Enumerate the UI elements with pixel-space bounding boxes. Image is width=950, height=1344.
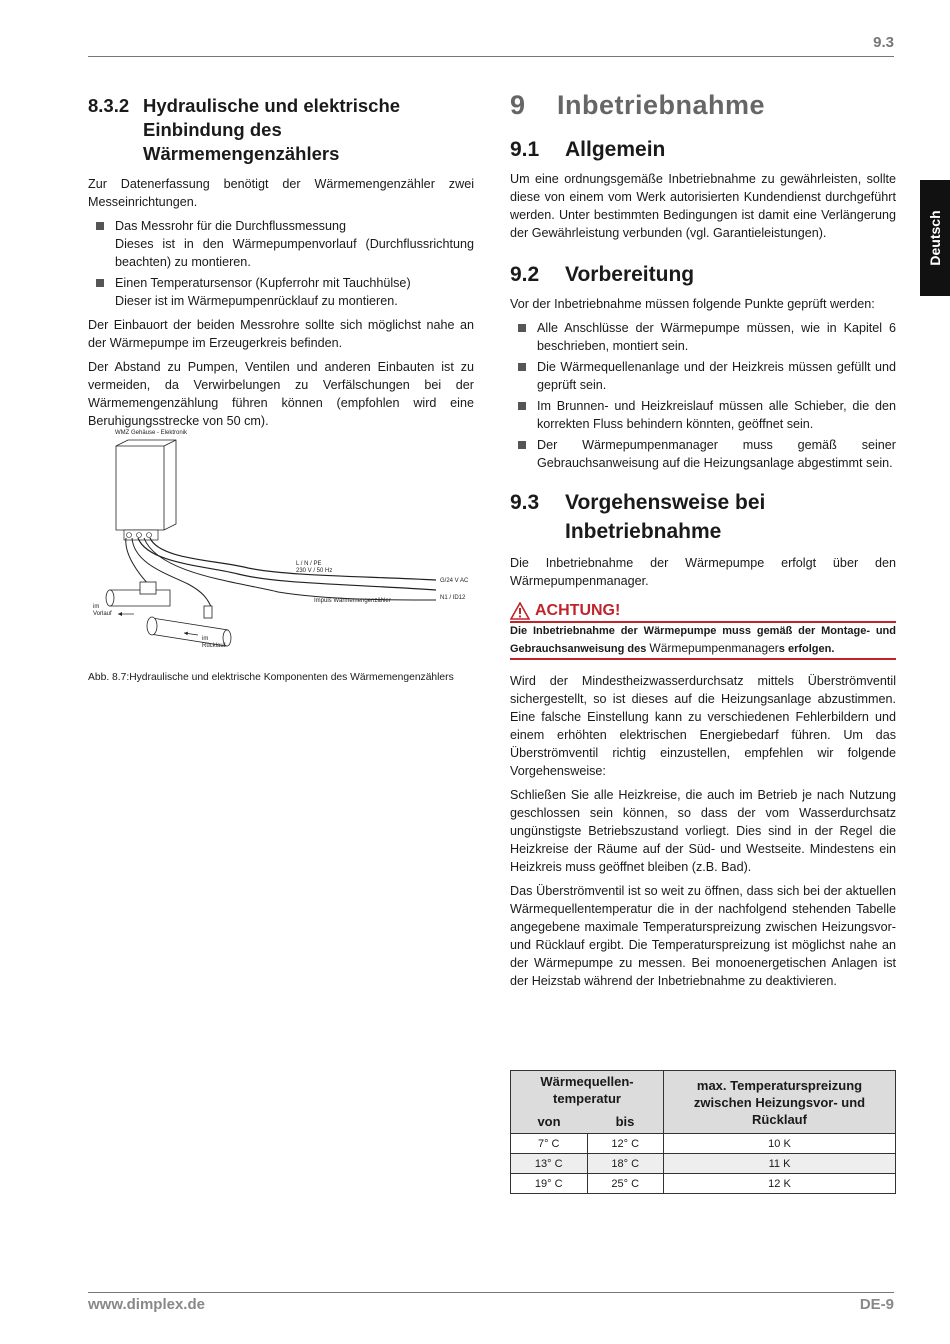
label-vorlauf-1: im (93, 604, 100, 610)
warning-title (510, 602, 896, 620)
language-tab (920, 180, 950, 296)
chapter-number: 9 (510, 90, 526, 120)
list-item (88, 217, 474, 271)
label-mains-1: L / N / PE (296, 561, 322, 567)
label-g24: G/24 V AC (440, 578, 469, 584)
list-item (510, 436, 896, 472)
warning-text-b: Wärmepumpenmanager (649, 641, 779, 655)
table-row (511, 1134, 896, 1154)
label-vorlauf-2: Vorlauf (93, 611, 112, 617)
list-item-text: Im Brunnen- und Heizkreislauf müssen alle Schieber, die den korrekten Fluss behindern könnten, geöffnet sein. (537, 399, 896, 431)
warning-text-a: Die Inbetriebnahme der Wärmepumpe muss gemäß der Montage- und Gebrauchsanweisung des (510, 625, 896, 655)
section-title: Allgemein (565, 138, 666, 161)
section-heading-8-3-2 (88, 94, 474, 166)
label-ruecklauf-1: im (202, 636, 209, 642)
list-item (510, 319, 896, 355)
section-number: 9.1 (510, 138, 540, 161)
list-item (510, 397, 896, 433)
chapter-title: Inbetriebnahme (557, 90, 766, 120)
chapter-heading (510, 90, 896, 121)
table-header-from: von (511, 1109, 588, 1134)
label-mains-2: 230 V / 50 Hz (296, 568, 333, 574)
bullet-square-icon (518, 324, 526, 332)
temperature-spread-table-wrap (510, 1070, 896, 1194)
header-section-number: 9.3 (873, 34, 894, 51)
right-column (510, 90, 896, 996)
warning-triangle-icon (510, 602, 530, 620)
section-heading-9-1 (510, 135, 896, 164)
bullet-detail: Dieses ist in den Wärmepumpenvorlauf (Durchflussrichtung beachten) zu montieren. (115, 237, 474, 269)
paragraph-overflow-valve: Wird der Mindestheizwasserdurchsatz mittels Überströmventil sichergestellt, so ist dieses auf die Heizungsanlage abzustimmen. Eine falsche Einstellung kann zu verschiedenen Fehlerbildern und einem erhöhten elektrischen Energiebedarf führen. Um das Überströmventil richtig einzustellen, empfehlen wir folgende Vorgehensweise: (510, 674, 896, 778)
table-row (511, 1154, 896, 1174)
header-rule (88, 56, 894, 57)
section-number: 9.3 (510, 491, 540, 514)
section-title-line-1: Vorgehensweise bei (565, 491, 766, 514)
paragraph-general: Um eine ordnungsgemäße Inbetriebnahme zu gewährleisten, sollte diese von einem vom Werk autorisierten Kundendienst durchgeführt werden. Unter bestimmten Bedingungen ist damit eine Verlängerung der Gewährleistung verbunden (vgl. Garantieleistungen). (510, 172, 896, 240)
table-row (511, 1174, 896, 1194)
section-number: 9.2 (510, 263, 540, 286)
table-cell-from: 19° C (511, 1174, 588, 1194)
table-cell-from: 13° C (511, 1154, 588, 1174)
paragraph-distance: Der Abstand zu Pumpen, Ventilen und anderen Einbauten ist zu vermeiden, da Verwirbelungen zu Verfälschungen bei der Wärmemengenzählung führen können (empfohlen wird eine Beruhigungsstrecke von 50 cm). (88, 360, 474, 428)
temperature-spread-table (510, 1070, 896, 1194)
table-cell-spread: 10 K (664, 1134, 896, 1154)
section-title: Vorbereitung (565, 263, 695, 286)
table-cell-to: 25° C (587, 1174, 664, 1194)
section-title-line-2: Inbetriebnahme (565, 520, 722, 543)
figure-caption: Abb. 8.7:Hydraulische und elektrische Komponenten des Wärmemengenzählers (88, 672, 454, 683)
bullet-square-icon (96, 222, 104, 230)
heading-number: 8.3.2 (88, 95, 130, 116)
warning-text-c: s erfolgen. (778, 643, 835, 655)
warning-text (510, 623, 896, 658)
table-cell-spread: 11 K (664, 1154, 896, 1174)
table-header-source-temp: Wärmequellen-temperatur (511, 1071, 664, 1110)
list-item (88, 274, 474, 310)
footer-page-number: DE-9 (859, 1296, 894, 1313)
table-cell-spread: 12 K (664, 1174, 896, 1194)
label-n1: N1 / ID12 (440, 595, 466, 601)
table-header-max-spread: max. Temperaturspreizung zwischen Heizungsvor- und Rücklauf (664, 1071, 896, 1134)
warning-box (510, 602, 896, 660)
heat-meter-diagram (88, 424, 474, 664)
section-heading-9-2 (510, 260, 896, 289)
measuring-device-list (88, 217, 474, 310)
paragraph-preparation-intro: Vor der Inbetriebnahme müssen folgende Punkte geprüft werden: (510, 297, 875, 311)
table-cell-from: 7° C (511, 1134, 588, 1154)
section-heading-9-3 (510, 488, 896, 546)
footer-rule (88, 1292, 894, 1293)
table-header-to: bis (587, 1109, 664, 1134)
label-ruecklauf-2: Rücklauf (202, 643, 226, 649)
bullet-square-icon (518, 363, 526, 371)
paragraph-close-circuits: Schließen Sie alle Heizkreise, die auch im Betrieb je nach Nutzung geschlossen sein können, so dass der vom Wasserdurchsatz ungünstigste Betriebszustand vorliegt. Dies sind in der Regel die Heizkreise der Räume auf der Süd- und Westseite. Mindestens ein Heizkreis muss geöffnet bleiben (z.B. Bad). (510, 788, 896, 874)
paragraph-location: Der Einbauort der beiden Messrohre sollte sich möglichst nahe an der Wärmepumpe im Erzeugerkreis befinden. (88, 318, 474, 350)
bullet-title: Einen Temperatursensor (Kupferrohr mit Tauchhülse) (115, 276, 411, 290)
list-item (510, 358, 896, 394)
table-cell-to: 18° C (587, 1154, 664, 1174)
bullet-detail: Dieser ist im Wärmepumpenrücklauf zu montieren. (115, 294, 398, 308)
bullet-square-icon (96, 279, 104, 287)
figure-heat-meter-components (88, 424, 474, 664)
list-item-text: Der Wärmepumpenmanager muss gemäß seiner Gebrauchsanweisung auf die Heizungsanlage abgestimmt sein. (537, 438, 896, 470)
list-item-text: Die Wärmequellenanlage und der Heizkreis müssen gefüllt und geprüft sein. (537, 360, 896, 392)
footer-url: www.dimplex.de (88, 1296, 205, 1313)
table-cell-to: 12° C (587, 1134, 664, 1154)
label-impulse: Impuls Wärmemengenzähler (314, 598, 391, 604)
bullet-title: Das Messrohr für die Durchflussmessung (115, 219, 346, 233)
left-column (88, 94, 474, 436)
list-item-text: Alle Anschlüsse der Wärmepumpe müssen, wie in Kapitel 6 beschrieben, montiert sein. (537, 321, 896, 353)
bullet-square-icon (518, 402, 526, 410)
paragraph-procedure: Die Inbetriebnahme der Wärmepumpe erfolgt über den Wärmepumpenmanager. (510, 556, 896, 588)
language-tab-label: Deutsch (927, 210, 943, 266)
bullet-square-icon (518, 441, 526, 449)
paragraph-open-valve: Das Überströmventil ist so weit zu öffnen, dass sich bei der aktuellen Wärmequellentemperatur die in der nachfolgend stehenden Tabelle angegebene maximale Temperaturspreizung zwischen Heizungsvor- und Rücklauf ergibt. Die Temperaturspreizung ist möglichst nahe an der Wärmepumpe zu messen. Bei monoenergetischen Anlagen ist der Heizstab während der Inbetriebnahme zu deaktivieren. (510, 884, 896, 988)
heading-title: Hydraulische und elektrische Einbindung des Wärmemengenzählers (143, 95, 401, 164)
label-housing: WMZ Gehäuse - Elektronik (115, 430, 188, 436)
intro-paragraph: Zur Datenerfassung benötigt der Wärmemengenzähler zwei Messeinrichtungen. (88, 177, 474, 209)
preparation-checklist (510, 319, 896, 472)
warning-title-text: ACHTUNG! (535, 602, 621, 619)
